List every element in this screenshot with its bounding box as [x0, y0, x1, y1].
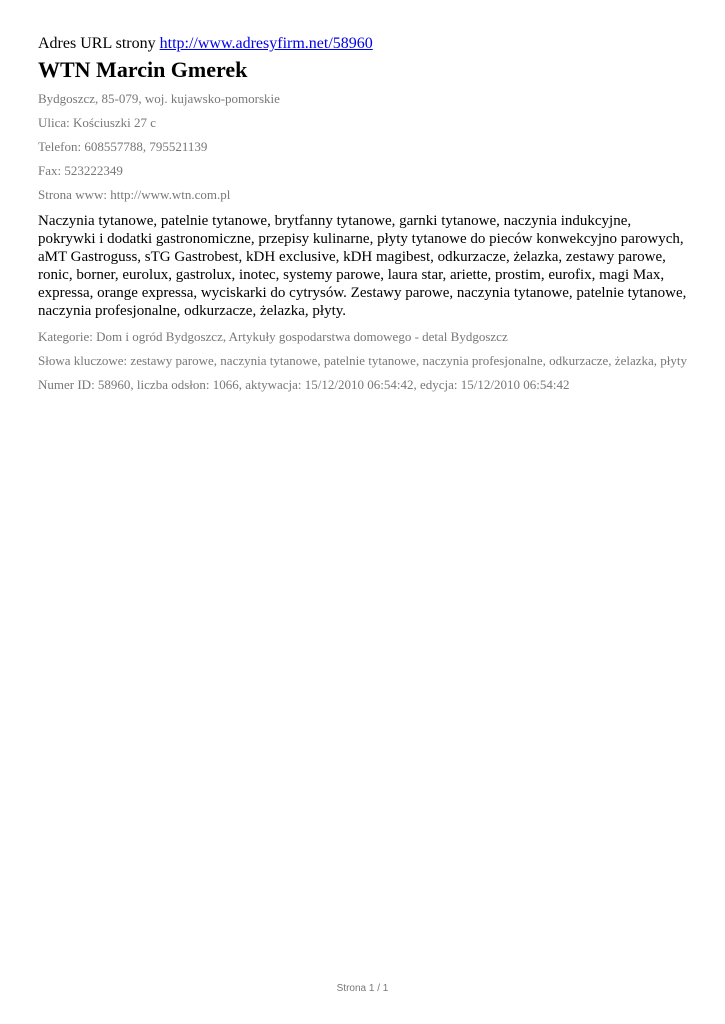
- company-description: Naczynia tytanowe, patelnie tytanowe, brytfanny tytanowe, garnki tytanowe, naczynia indukcyjne, pokrywki i dodatki gastronomiczne, przepisy kulinarne, płyty tytanowe do pieców konwekcyjno parowych, aMT Gastroguss, sTG Gastrobest, kDH exclusive, kDH magibest, odkurzacze, żelazka, zestawy parowe, ronic, borner, eurolux, gastrolux, inotec, systemy parowe, laura star, ariette, prostim, eurofix, magi Max, expressa, orange expressa, wyciskarki do cytrysów. Zestawy parowe, naczynia tytanowe, patelnie tytanowe, naczynia profesjonalne, odkurzacze, żelazka, płyty.: [38, 213, 687, 319]
- url-label: Adres URL strony: [38, 35, 156, 52]
- company-name: WTN Marcin Gmerek: [38, 57, 248, 82]
- url-link[interactable]: http://www.adresyfirm.net/58960: [159, 35, 373, 52]
- page-number: Strona 1 / 1: [336, 983, 389, 994]
- company-location: Bydgoszcz, 85-079, woj. kujawsko-pomorskie: [38, 91, 280, 106]
- keywords: Słowa kluczowe: zestawy parowe, naczynia tytanowe, patelnie tytanowe, naczynia profesjonalne, odkurzacze, żelazka, płyty: [38, 353, 687, 368]
- company-phone: Telefon: 608557788, 795521139: [38, 139, 208, 154]
- url-line: [38, 34, 688, 54]
- company-fax: Fax: 523222349: [38, 163, 123, 178]
- company-street: Ulica: Kościuszki 27 c: [38, 115, 157, 130]
- record-info: Numer ID: 58960, liczba odsłon: 1066, aktywacja: 15/12/2010 06:54:42, edycja: 15/12/2010 06:54:42: [38, 377, 570, 392]
- document-page: [38, 34, 688, 400]
- company-website: Strona www: http://www.wtn.com.pl: [38, 187, 231, 202]
- categories: Kategorie: Dom i ogród Bydgoszcz, Artykuły gospodarstwa domowego - detal Bydgoszcz: [38, 329, 508, 344]
